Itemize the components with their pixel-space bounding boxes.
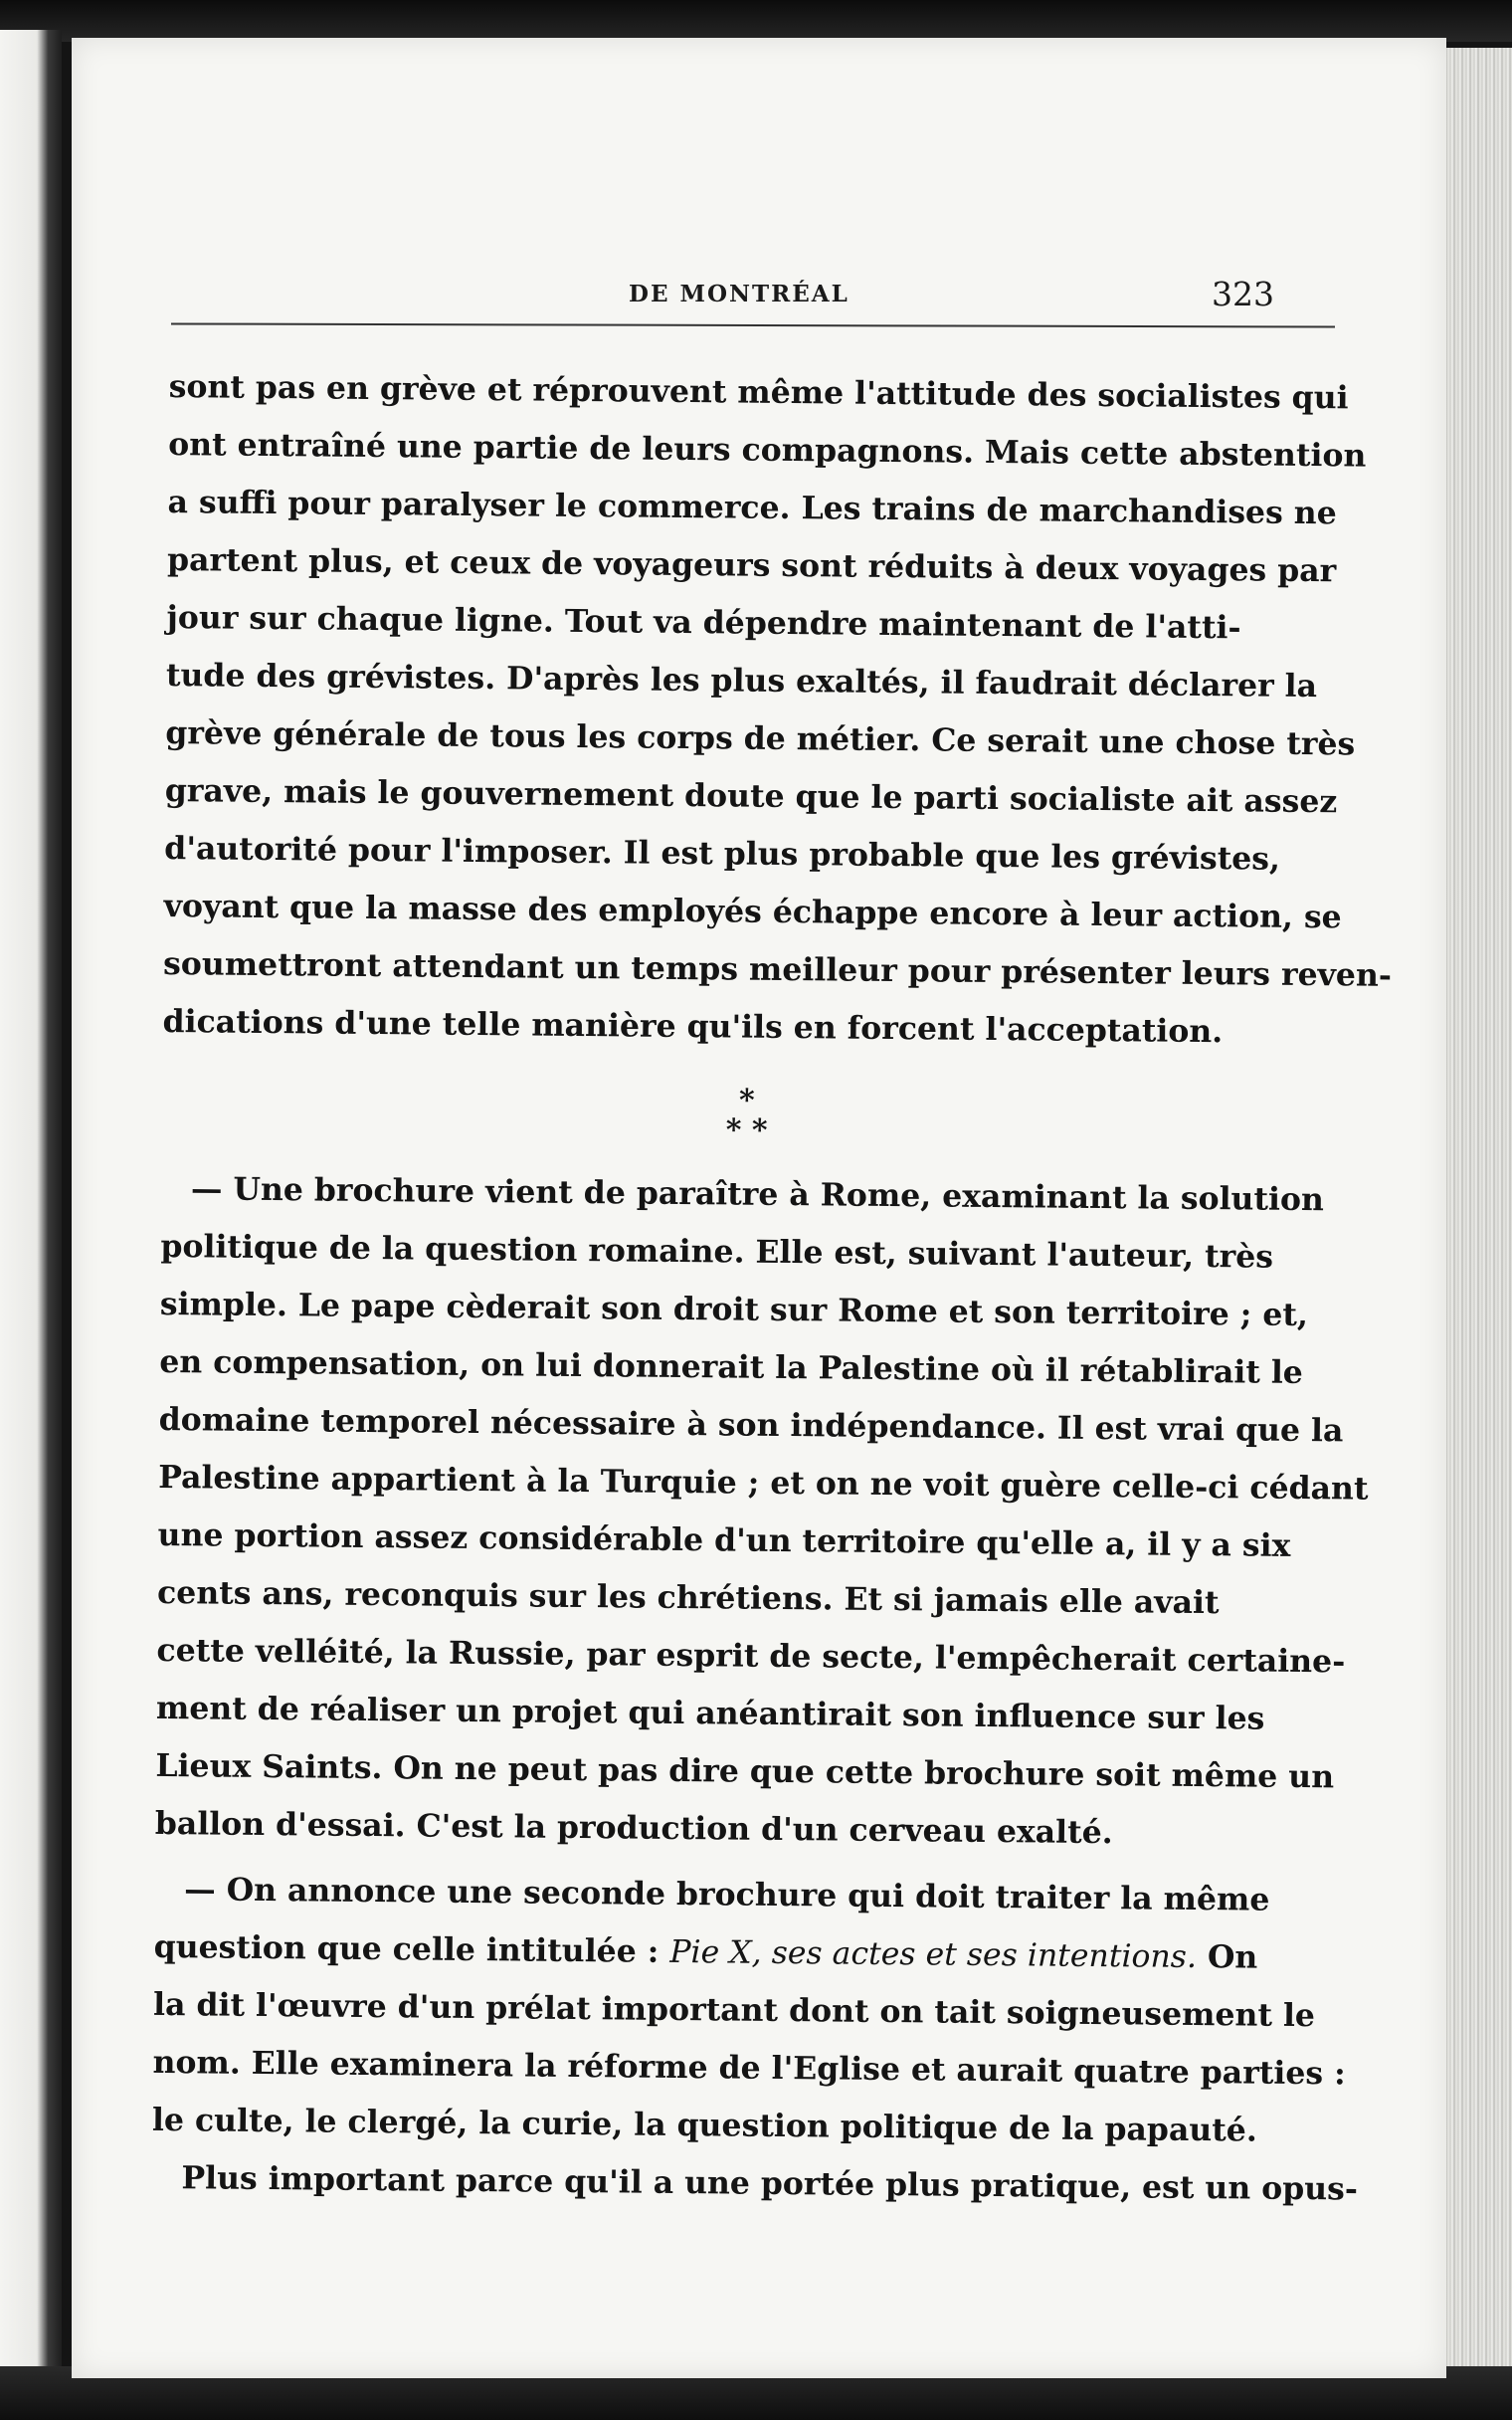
facing-page-edge <box>0 30 62 2378</box>
text-line: Palestine appartient à la Turquie ; et on ne voit guère celle-ci cédant <box>158 1458 1369 1508</box>
paragraph-opuscule <box>151 2149 1359 2218</box>
text-line: la dit l'œuvre d'un prélat important dont on tait soigneusement le <box>152 1985 1316 2035</box>
text-segment: question que celle intitulée : <box>153 1927 670 1970</box>
text-line: d'autorité pour l'imposer. Il est plus probable que les grévistes, <box>164 829 1281 878</box>
text-line: tude des grévistes. D'après les plus exaltés, il faudrait déclarer la <box>165 656 1318 706</box>
text-line: grève générale de tous les corps de métier. Ce serait une chose très <box>165 713 1356 763</box>
text-line: grave, mais le gouvernement doute que le parti socialiste ait assez <box>164 771 1338 821</box>
text-line: le culte, le clergé, la curie, la question politique de la papauté. <box>151 2101 1257 2149</box>
page-number: 323 <box>1212 275 1274 313</box>
text-line: ont entraîné une partie de leurs compagnons. Mais cette abstention <box>167 425 1367 475</box>
header-rule <box>171 322 1335 327</box>
text-line: cents ans, reconquis sur les chrétiens. Et si jamais elle avait <box>156 1573 1220 1622</box>
text-line: Lieux Saints. On ne peut pas dire que cette brochure soit même un <box>155 1746 1335 1796</box>
paragraph-second-brochure <box>151 1861 1346 2160</box>
text-line: Plus important parce qu'il a une portée plus pratique, est un opus- <box>181 2159 1359 2208</box>
asterism-top: * <box>738 1083 755 1118</box>
brochure-title: Pie X, ses actes et ses intentions. <box>669 1933 1198 1975</box>
top-shadow <box>0 0 1512 42</box>
text-line: une portion assez considérable d'un territoire qu'elle a, il y a six <box>157 1515 1291 1564</box>
asterism-bottom: * * <box>725 1112 768 1148</box>
page-sheet <box>72 38 1446 2378</box>
text-line: domaine temporel nécessaire à son indépendance. Il est vrai que la <box>158 1400 1344 1450</box>
text-line: jour sur chaque ligne. Tout va dépendre maintenant de l'atti- <box>166 598 1241 647</box>
text-line: sont pas en grève et réprouvent même l'attitude des socialistes qui <box>168 367 1349 417</box>
asterism-separator <box>161 1051 1332 1171</box>
text-line: — Une brochure vient de paraître à Rome, examinant la solution <box>190 1170 1325 1219</box>
paragraph-strike <box>162 358 1393 1062</box>
text-segment: On <box>1196 1937 1258 1976</box>
text-line: simple. Le pape cèderait son droit sur Rome et son territoire ; et, <box>159 1285 1309 1334</box>
text-line: — On annonce une seconde brochure qui doit traiter la même <box>184 1871 1270 1918</box>
text-line: soumettront attendant un temps meilleur pour présenter leurs reven- <box>162 944 1393 994</box>
text-line: ment de réaliser un projet qui anéantirait son influence sur les <box>155 1689 1265 1737</box>
running-head <box>72 275 1446 314</box>
body-text <box>151 358 1393 2218</box>
paragraph-brochure-rome <box>154 1160 1369 1864</box>
text-line: politique de la question romaine. Elle est, suivant l'auteur, très <box>160 1227 1274 1276</box>
running-head-title: DE MONTRÉAL <box>629 281 850 307</box>
text-line: ballon d'essai. C'est la production d'un cerveau exalté. <box>154 1804 1113 1852</box>
text-line: voyant que la masse des employés échappe encore à leur action, se <box>163 887 1342 936</box>
text-line: nom. Elle examinera la réforme de l'Eglise et aurait quatre parties : <box>152 2043 1346 2093</box>
text-line: dications d'une telle manière qu'ils en forcent l'acceptation. <box>162 1002 1224 1051</box>
text-line: a suffi pour paralyser le commerce. Les trains de marchandises ne <box>167 483 1337 532</box>
text-line: en compensation, on lui donnerait la Palestine où il rétablirait le <box>159 1342 1304 1391</box>
text-line: cette velléité, la Russie, par esprit de secte, l'empêcherait certaine- <box>156 1631 1346 1681</box>
text-line: partent plus, et ceux de voyageurs sont réduits à deux voyages par <box>166 540 1337 590</box>
